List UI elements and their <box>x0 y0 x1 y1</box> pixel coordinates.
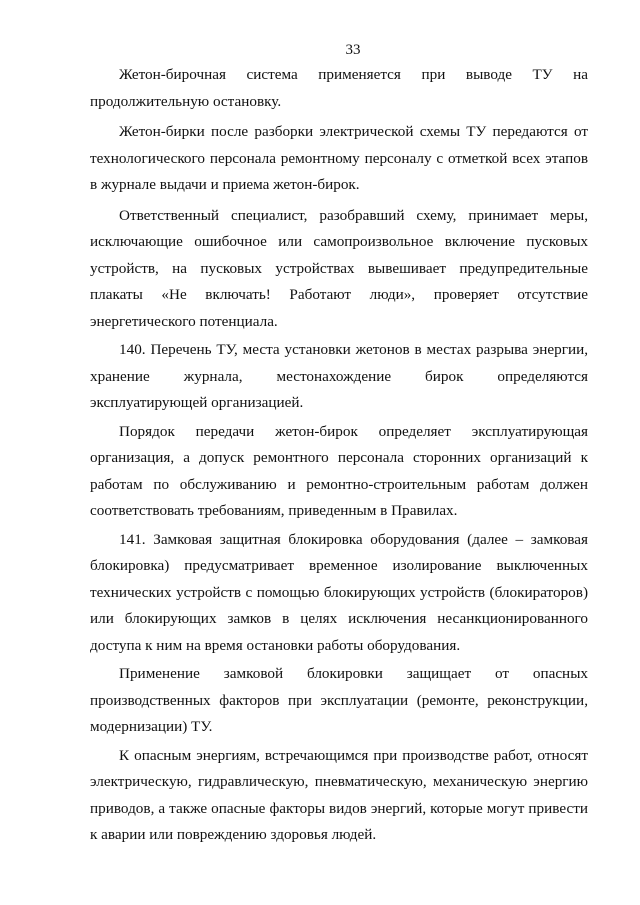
paragraph-item-140: 140. Перечень ТУ, места установки жетонов в местах разрыва энергии, хранение журнала, местонахождение бирок определяются эксплуатирующей организацией. <box>90 341 588 411</box>
document-body <box>90 62 588 849</box>
page-number: 33 <box>345 42 361 58</box>
paragraph-lock-application: Применение замковой блокировки защищает от опасных производственных факторов при эксплуатации (ремонте, реконструкции, модернизации) ТУ. <box>90 665 588 735</box>
paragraph-tag-transfer: Жетон-бирки после разборки электрической схемы ТУ передаются от технологического персонала ремонтному персоналу с отметкой всех этапов в журнале выдачи и приема жетон-бирок. <box>90 123 588 193</box>
paragraph-item-141: 141. Замковая защитная блокировка оборудования (далее – замковая блокировка) предусматривает временное изолирование выключенных технических устройств с помощью блокирующих устройств (блокираторов) или блокирующих замков в целях исключения несанкционированного доступа к ним на время остановки работы оборудования. <box>90 530 588 654</box>
paragraph-tag-system: Жетон-бирочная система применяется при выводе ТУ на продолжительную остановку. <box>90 66 588 110</box>
paragraph-responsible-specialist: Ответственный специалист, разобравший схему, принимает меры, исключающие ошибочное или самопроизвольное включение пусковых устройств, на пусковых устройствах вывешивает предупредительные плакаты «Не включать! Работают люди», проверяет отсутствие энергетического потенциала. <box>90 206 588 330</box>
paragraph-tag-procedure: Порядок передачи жетон-бирок определяет эксплуатирующая организация, а допуск ремонтного персонала сторонних организаций к работам по обслуживанию и ремонтно-строительным работам должен соответствовать требованиям, приведенным в Правилах. <box>90 422 588 519</box>
paragraph-hazardous-energies: К опасным энергиям, встречающимся при производстве работ, относят электрическую, гидравлическую, пневматическую, механическую энергию приводов, а также опасные факторы видов энергий, которые могут привести к аварии или повреждению здоровья людей. <box>90 746 588 843</box>
